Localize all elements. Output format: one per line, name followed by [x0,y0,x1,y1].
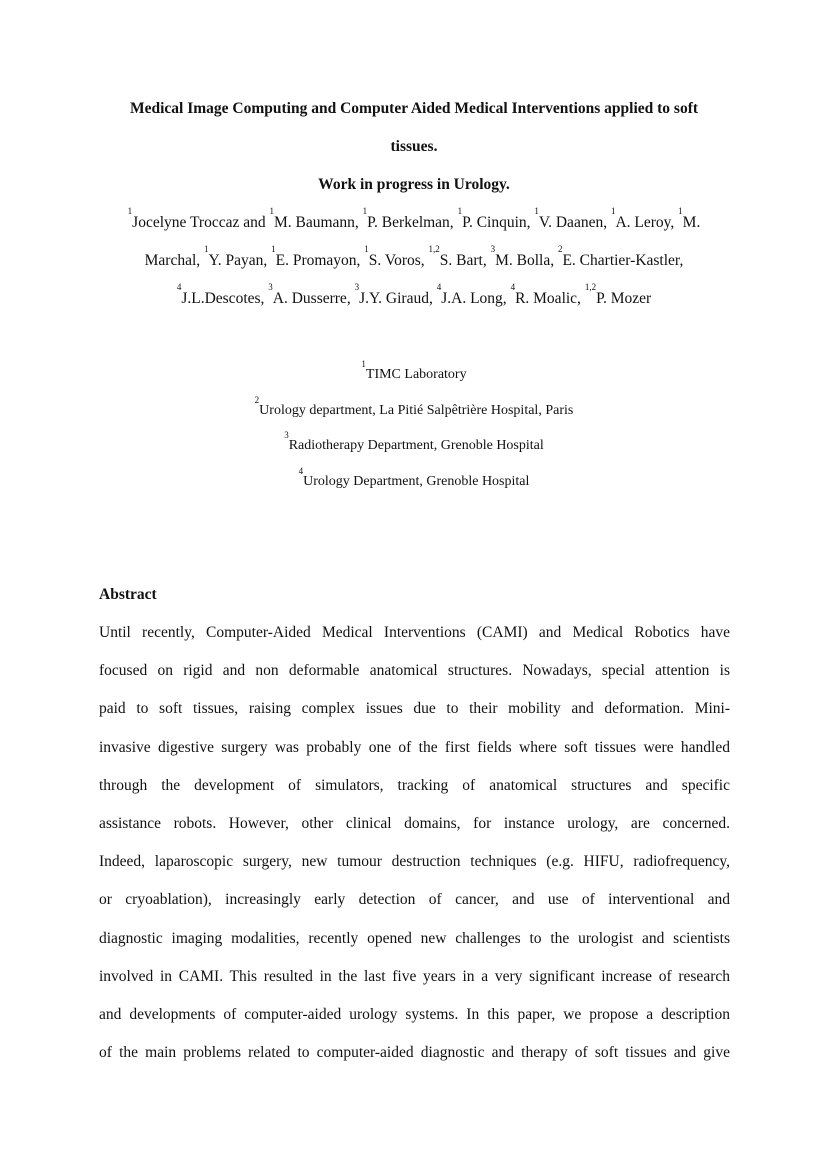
author-affiliation-marker: 1 [457,206,463,216]
abstract-body [99,614,730,1072]
author-name: A. Leroy, [615,214,679,231]
abstract-line [99,767,730,805]
abstract-line [99,652,730,690]
affiliation-text: TIMC Laboratory [365,367,467,382]
author-name: V. Daanen, [538,214,611,231]
affiliation-marker: 4 [298,465,304,476]
affiliation [90,357,738,393]
abstract-line [99,614,730,652]
abstract-line [99,805,730,843]
abstract-line [99,690,730,728]
author-name: P. Berkelman, [367,214,458,231]
affiliation [90,393,738,429]
abstract-line-text: focused on rigid and non deformable anatomical structures. Nowadays, special attention is [99,662,730,680]
affiliation [90,428,738,464]
author-name: M. [682,214,701,231]
abstract-line [99,843,730,881]
author-line [96,280,732,318]
author-affiliation-marker: 3 [354,282,360,292]
author-name: E. Promayon, [275,252,365,269]
author-name: P. Cinquin, [462,214,535,231]
author-name: J.A. Long, [441,290,511,307]
abstract-line-text: diagnostic imaging modalities, recently opened new challenges to the urologist and scientists [99,929,730,947]
abstract-line [99,996,730,1034]
author-name: S. Bart, [439,252,491,269]
author-name: M. Baumann, [273,214,363,231]
affiliation [90,464,738,500]
abstract-line-text: assistance robots. However, other clinical domains, for instance urology, are concerned. [99,814,730,832]
paper-subtitle: Work in progress in Urology. [318,176,510,193]
abstract-line-text: Indeed, laparoscopic surgery, new tumour destruction techniques (e.g. HIFU, radiofrequency, [99,853,730,871]
abstract-line-text: involved in CAMI. This resulted in the last five years in a very significant increase of research [99,967,730,985]
author-name: M. Bolla, [495,252,558,269]
abstract-line-text: through the development of simulators, tracking of anatomical structures and specific [99,776,730,794]
affiliation-marker: 1 [361,359,366,369]
author-line [96,204,732,242]
author-affiliation-marker: 3 [268,282,273,292]
author-name: A. Dusserre, [272,290,355,307]
abstract-line [99,1034,730,1072]
abstract-line-text: invasive digestive surgery was probably one of the first fields where soft tissues were handled [99,738,730,756]
author-name: P. Mozer [596,290,652,307]
abstract-line-text: Until recently, Computer-Aided Medical Interventions (CAMI) and Medical Robotics have [99,624,730,641]
author-affiliation-marker: 1 [534,206,539,216]
author-name: J.L.Descotes, [181,290,269,307]
affiliation-text: Radiotherapy Department, Grenoble Hospital [288,438,544,453]
author-name: Marchal, [144,252,205,269]
author-affiliation-marker: 1 [610,206,616,216]
author-name: R. Moalic, [515,290,585,307]
paper-title-line-2: tissues. [390,138,438,155]
abstract-line-text: and developments of computer-aided urology systems. In this paper, we propose a description [99,1005,730,1023]
author-name: Y. Payan, [208,252,272,269]
abstract-line [99,729,730,767]
author-affiliation-marker: 1 [204,244,209,254]
author-affiliation-marker: 1 [364,244,369,254]
author-affiliation-marker: 1 [271,244,276,254]
author-affiliation-marker: 2 [557,244,563,254]
abstract-line [99,920,730,958]
author-name: Jocelyne Troccaz and [132,214,270,231]
author-list [96,204,732,318]
abstract-heading: Abstract [99,586,157,603]
affiliation-marker: 3 [284,430,289,440]
abstract-line [99,958,730,996]
abstract-line-text: or cryoablation), increasingly early detection of cancer, and use of interventional and [99,891,730,909]
author-name: E. Chartier-Kastler, [562,252,684,269]
author-affiliation-marker: 1 [127,206,133,216]
abstract-line-text: of the main problems related to computer-aided diagnostic and therapy of soft tissues and give [99,1044,730,1062]
paper-title-line-1: Medical Image Computing and Computer Aided Medical Interventions applied to soft [129,100,699,117]
abstract-line [99,881,730,919]
affiliation-text: Urology Department, Grenoble Hospital [303,473,530,489]
affiliation-text: Urology department, La Pitié Salpêtrière Hospital, Paris [259,402,574,418]
author-affiliation-marker: 4 [176,282,182,292]
author-affiliation-marker: 3 [490,244,496,254]
affiliation-list [90,357,738,499]
author-affiliation-marker: 4 [436,282,442,292]
author-affiliation-marker: 1,2 [428,244,440,254]
affiliation-marker: 2 [254,394,260,405]
abstract-line-text: paid to soft tissues, raising complex issues due to their mobility and deformation. Mini- [99,700,730,718]
author-name: S. Voros, [368,252,429,269]
author-affiliation-marker: 1 [678,206,683,216]
author-affiliation-marker: 1,2 [584,282,597,292]
author-name: J.Y. Giraud, [359,290,437,307]
author-affiliation-marker: 1 [269,206,274,216]
author-line [96,242,732,280]
author-affiliation-marker: 1 [362,206,368,216]
author-affiliation-marker: 4 [510,282,516,292]
